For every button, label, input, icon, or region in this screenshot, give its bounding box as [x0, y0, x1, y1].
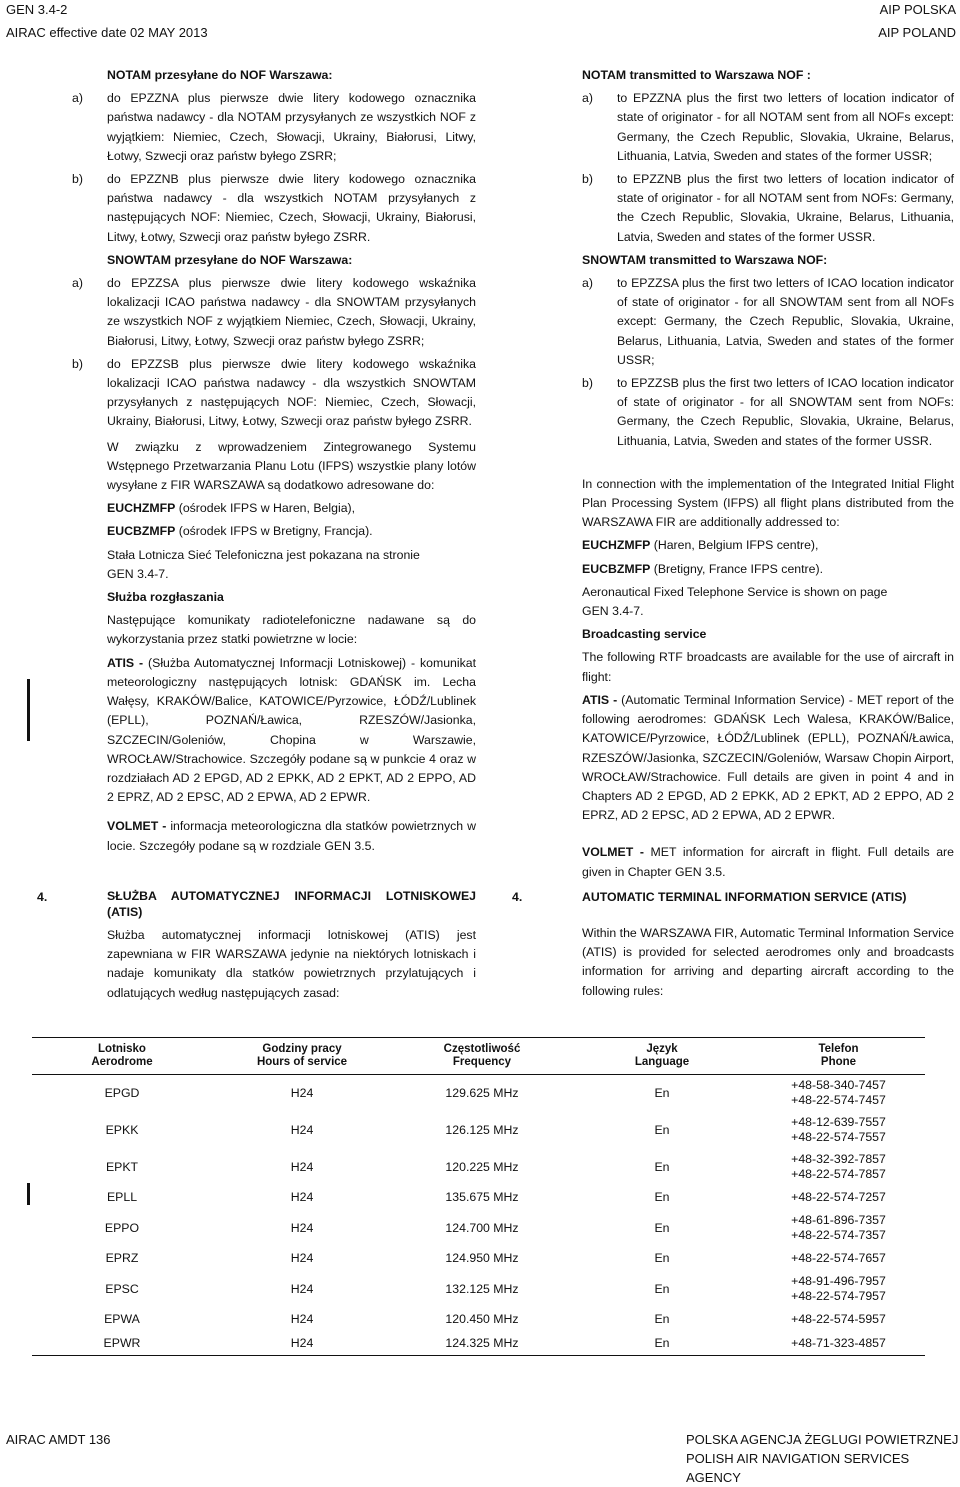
phone-cell [752, 1149, 925, 1186]
hours-cell: H24 [290, 1312, 314, 1326]
list-text: to EPZZNA plus the first two letters of location indicator of state of originator - for all NOTAM sent from all NOFs except: Germany, the Czech Republic, Slovakia, Ukraine, Belarus, Lithuania, Latvia, Sweden and states of the former USSR; [617, 91, 954, 163]
phone-cell [752, 1247, 925, 1271]
frequency-cell: 124.325 MHz [392, 1332, 572, 1356]
ifps-intro: W związku z wprowadzeniem Zintegrowanego Systemu Wstępnego Przetwarzania Planu Lotu (IFPS) wszystkie plany lotów wysyłane z FIR WARSZAWA są dodatkowo adresowane do: [107, 439, 476, 493]
list-marker: a) [582, 91, 593, 106]
euchzmfp-address [107, 499, 476, 518]
phone-number: +48-22-574-7957 [791, 1289, 886, 1303]
list-marker: a) [582, 276, 593, 291]
atis-frequency-table [32, 1037, 925, 1356]
section-text: Służba automatycznej informacji lotniskowej (ATIS) jest zapewniana w FIR WARSZAWA jedynie na niektórych lotniskach i nadaje komunikaty dla statków powietrznych przylatujących i odlatujących według następujących zasad: [107, 928, 476, 1000]
hours-cell: H24 [290, 1281, 314, 1296]
frequency-cell: 135.675 MHz [445, 1190, 519, 1204]
table-header-row [32, 1038, 925, 1075]
hours-cell: H24 [290, 1251, 314, 1265]
list-item [582, 274, 954, 370]
volmet-label: VOLMET - [107, 819, 167, 834]
phone-number: +48-22-574-5957 [791, 1312, 886, 1326]
phone-number: +48-22-574-7857 [791, 1167, 886, 1181]
list-item [72, 274, 476, 351]
euchzmfp-address [582, 536, 954, 555]
list-marker: b) [582, 376, 593, 391]
frequency-cell: 126.125 MHz [445, 1122, 519, 1137]
language-cell: En [654, 1251, 670, 1265]
atis-text: (Służba Automatycznej Informacji Lotniskowej) - komunikat meteorologiczny następujących lotnisk: GDAŃSK im. Lecha Wałęsy, KRAKÓW/Balice, KATOWICE/Pyrzowice, ŁÓDŹ/Lublinek (EPLL), POZNAŃ/Ławica, RZESZÓW/Jasionka, SZCZECIN/Goleniów, Chopina w Warszawie, WROCŁAW/Strachowice. Szczegóły podane są w punkcie 4 oraz w rozdziałach AD 2 EPGD, AD 2 EPKK, AD 2 EPKT, AD 2 EPPO, AD 2 EPRZ, AD 2 EPSC, AD 2 EPWA, AD 2 EPWR. [107, 655, 477, 805]
language-cell: En [654, 1312, 670, 1326]
volmet-text: informacja meteorologiczna dla statków powietrznych w locie. Szczegóły podane są w rozdziale GEN 3.5. [107, 819, 476, 853]
list-text: to EPZZNB plus the first two letters of location indicator of state of originator - for all NOTAM sent from NOFs: Germany, the Czech Republic, Slovakia, Ukraine, Belarus, Lithuania, Latvia, Sweden and states of the former USSR. [617, 172, 954, 244]
phone-number: +48-22-574-7657 [791, 1251, 886, 1265]
snowtam-title: SNOWTAM przesyłane do NOF Warszawa: [107, 252, 353, 267]
phone-number: +48-58-340-7457 [791, 1078, 886, 1093]
english-section-4 [582, 888, 954, 1001]
language-cell: En [654, 1281, 670, 1296]
list-item [582, 89, 954, 166]
change-bar [27, 1183, 30, 1205]
table-row [32, 1112, 925, 1149]
column-header-aerodrome: Lotnisko Aerodrome [32, 1038, 212, 1075]
atis-paragraph [107, 654, 476, 808]
aerodrome-cell: EPSC [105, 1281, 139, 1296]
language-cell: En [654, 1122, 670, 1137]
aerodrome-cell: EPKT [105, 1159, 139, 1174]
aerodrome-cell: EPPO [104, 1220, 140, 1235]
aerodrome-cell: EPLL [106, 1190, 138, 1204]
page-reference: GEN 3.4-2 [6, 2, 68, 17]
section-text: Within the WARSZAWA FIR, Automatic Terminal Information Service (ATIS) is provided for selected aerodromes only and broadcasts information for arriving and departing aircraft according to the following rules: [582, 926, 954, 998]
aerodrome-cell: EPKK [105, 1122, 139, 1137]
section-title: SŁUŻBA AUTOMATYCZNEJ INFORMACJI LOTNISKOWEJ (ATIS) [107, 889, 476, 919]
notam-title: NOTAM transmitted to Warszawa NOF : [582, 68, 811, 82]
phone-number: +48-22-574-7557 [791, 1130, 886, 1144]
volmet-label: VOLMET - [582, 845, 644, 860]
hours-cell: H24 [290, 1085, 314, 1100]
phone-number: +48-61-896-7357 [791, 1213, 886, 1227]
language-cell: En [654, 1190, 670, 1204]
list-marker: a) [72, 91, 83, 106]
volmet-paragraph [582, 843, 954, 881]
section-number: 4. [512, 890, 523, 904]
table-row [32, 1149, 925, 1186]
list-marker: b) [72, 172, 83, 187]
phone-cell [752, 1075, 925, 1112]
ifps-intro: In connection with the implementation of the Integrated Initial Flight Plan Processing System (IFPS) all flight plans distributed from the WARSZAWA FIR are additionally addressed to: [582, 476, 954, 530]
table-row [32, 1247, 925, 1271]
aerodrome-cell: EPWR [32, 1332, 212, 1356]
address-code: EUCHZMFP [582, 538, 651, 553]
list-marker: a) [72, 276, 83, 291]
phone-cell [752, 1332, 925, 1356]
frequency-cell: 124.700 MHz [445, 1220, 519, 1235]
phone-number: +48-91-496-7957 [791, 1274, 886, 1288]
list-item [72, 89, 476, 166]
frequency-cell: 120.450 MHz [445, 1312, 519, 1326]
table-row [32, 1308, 925, 1332]
broadcast-intro: Następujące komunikaty radiotelefoniczne nadawane są do wykorzystania przez statki powietrzne w locie: [107, 613, 476, 647]
agency-name-en: POLISH AIR NAVIGATION SERVICES AGENCY [686, 1451, 910, 1485]
list-item [582, 374, 954, 451]
list-text: do EPZZSA plus pierwsze dwie litery kodowego wskaźnika lokalizacji ICAO państwa nadawcy - dla SNOWTAM przysyłanych ze wszystkich NOF z wyjątkiem Niemiec, Czech, Słowacji, Ukrainy, Białorusi, Litwy, Łotwy, Szwecji oraz państw byłego ZSRR; [107, 276, 476, 348]
polish-section-4 [107, 888, 476, 1003]
hours-cell: H24 [290, 1159, 314, 1174]
afs-phone-note: Stała Lotnicza Sieć Telefoniczna jest pokazana na stronie GEN 3.4-7. [107, 547, 420, 581]
aip-title-en: AIP POLAND [878, 25, 956, 40]
phone-number: +48-22-574-7457 [791, 1093, 886, 1108]
aerodrome-cell: EPRZ [105, 1251, 139, 1265]
list-marker: b) [582, 172, 593, 187]
broadcast-title: Służba rozgłaszania [107, 590, 224, 605]
airac-effective-date: AIRAC effective date 02 MAY 2013 [6, 25, 208, 40]
atis-text: (Automatic Terminal Information Service) - MET report of the following aerodromes: GDAŃSK Lech Walesa, KRAKÓW/Balice, KATOWICE/Pyrzowice, ŁÓDŹ/Lublinek (EPLL), POZNAŃ/Ławica, RZESZÓW/Jasionka, SZCZECIN/Goleniów, Warsaw Chopin Airport, WROCŁAW/Strachowice. Full details are given in point 4 and in Chapters AD 2 EPGD, AD 2 EPKK, AD 2 EPKT, AD 2 EPPO, AD 2 EPRZ, AD 2 EPSC, AD 2 EPWA, AD 2 EPWR. [582, 692, 954, 823]
polish-column [72, 66, 477, 856]
atis-label: ATIS - [582, 692, 618, 707]
atis-label: ATIS - [107, 655, 144, 670]
hours-cell: H24 [212, 1332, 392, 1356]
frequency-cell: 132.125 MHz [445, 1281, 519, 1296]
agency-name-pl: POLSKA AGENCJA ŻEGLUGI POWIETRZNEJ [686, 1432, 959, 1447]
address-code: EUCBZMFP [582, 561, 651, 576]
column-header-phone: Telefon Phone [752, 1038, 925, 1075]
column-header-language: Język Language [572, 1038, 752, 1075]
address-code: EUCHZMFP [107, 501, 176, 516]
phone-cell [752, 1112, 925, 1149]
agency-footer [686, 1430, 960, 1487]
snowtam-title: SNOWTAM transmitted to Warszawa NOF: [582, 252, 828, 267]
phone-cell [752, 1186, 925, 1210]
aerodrome-cell: EPWA [104, 1312, 140, 1326]
phone-number: +48-71-323-4857 [791, 1335, 886, 1350]
language-cell: En [654, 1085, 670, 1100]
page-header-right [878, 0, 956, 42]
aip-title-pl: AIP POLSKA [879, 2, 956, 17]
phone-number: +48-32-392-7857 [791, 1152, 886, 1166]
change-bar [27, 679, 30, 741]
broadcast-title: Broadcasting service [582, 627, 707, 642]
page-header-left [6, 0, 208, 42]
list-text: to EPZZSA plus the first two letters of ICAO location indicator of state of originator - for all SNOWTAM sent from all NOFs except: Germany, the Czech Republic, Slovakia, Ukraine, Belarus, Lithuania, Latvia, Sweden and states of the former USSR; [617, 276, 954, 367]
list-text: do EPZZNB plus pierwsze dwie litery kodowego oznacznika państwa nadawcy - dla wszystkich NOTAM przysyłanych z następujących NOF: Niemiec, Czech, Słowacji, Ukrainy, Białorusi, Litwy, Łotwy, Szwecji oraz państw byłego ZSRR. [107, 172, 476, 244]
section-number: 4. [37, 890, 48, 904]
phone-number: +48-22-574-7357 [791, 1228, 886, 1242]
list-text: do EPZZNA plus pierwsze dwie litery kodowego oznacznika państwa nadawcy - dla NOTAM przysyłanych ze wszystkich NOF z wyjątkiem: Niemiec, Czech, Słowacji, Ukrainy, Białorusi, Litwy, Łotwy, Szwecji oraz państw byłego ZSRR; [107, 91, 476, 163]
table-row [32, 1075, 925, 1112]
address-text: (ośrodek IFPS w Haren, Belgia), [175, 501, 356, 516]
language-cell: En [572, 1332, 752, 1356]
list-text: do EPZZSB plus pierwsze dwie litery kodowego wskaźnika lokalizacji ICAO państwa nadawcy - dla wszystkich SNOWTAM przysyłanych z następujących NOF: Niemiec, Czech, Słowacji, Ukrainy, Białorusi, Litwy, Łotwy, Szwecji oraz państw byłego ZSRR. [107, 356, 476, 429]
frequency-cell: 124.950 MHz [445, 1251, 519, 1265]
atis-paragraph [582, 691, 954, 825]
frequency-cell: 129.625 MHz [445, 1085, 519, 1100]
english-column [582, 66, 954, 882]
frequency-cell: 120.225 MHz [445, 1159, 519, 1174]
eucbzmfp-address [107, 522, 476, 541]
phone-cell [752, 1308, 925, 1332]
aerodrome-cell: EPGD [104, 1085, 140, 1100]
broadcast-intro: The following RTF broadcasts are available for the use of aircraft in flight: [582, 650, 954, 684]
volmet-text: MET information for aircraft in flight. Full details are given in Chapter GEN 3.5. [582, 845, 954, 879]
column-header-frequency: Częstotliwość Frequency [392, 1038, 572, 1075]
table-row [32, 1186, 925, 1210]
address-text: (ośrodek IFPS w Bretigny, Francja). [175, 524, 373, 539]
column-header-hours: Godziny pracy Hours of service [212, 1038, 392, 1075]
volmet-paragraph [107, 817, 476, 855]
afs-phone-note: Aeronautical Fixed Telephone Service is shown on page GEN 3.4-7. [582, 584, 888, 619]
hours-cell: H24 [290, 1220, 314, 1235]
table-row [32, 1210, 925, 1247]
eucbzmfp-address [582, 560, 954, 579]
address-code: EUCBZMFP [107, 524, 176, 539]
table-row [32, 1332, 925, 1356]
airac-amendment: AIRAC AMDT 136 [6, 1432, 111, 1447]
list-item [72, 170, 476, 247]
table-row [32, 1271, 925, 1308]
phone-cell [752, 1271, 925, 1308]
notam-title: NOTAM przesyłane do NOF Warszawa: [107, 68, 333, 82]
address-text: (Haren, Belgium IFPS centre), [650, 538, 819, 553]
language-cell: En [654, 1220, 670, 1235]
list-marker: b) [72, 356, 83, 371]
list-item [72, 355, 476, 432]
phone-number: +48-12-639-7557 [791, 1115, 886, 1129]
phone-cell [752, 1210, 925, 1247]
hours-cell: H24 [290, 1122, 314, 1137]
hours-cell: H24 [290, 1190, 314, 1204]
language-cell: En [654, 1159, 670, 1174]
list-text: to EPZZSB plus the first two letters of ICAO location indicator of state of originator - for all SNOWTAM sent from NOFs: Germany, the Czech Republic, Slovakia, Ukraine, Belarus, Lithuania, Latvia, Sweden and states of the former USSR. [617, 376, 954, 448]
address-text: (Bretigny, France IFPS centre). [650, 561, 823, 576]
section-title: AUTOMATIC TERMINAL INFORMATION SERVICE (ATIS) [582, 890, 907, 904]
list-item [582, 170, 954, 247]
phone-number: +48-22-574-7257 [791, 1190, 886, 1204]
